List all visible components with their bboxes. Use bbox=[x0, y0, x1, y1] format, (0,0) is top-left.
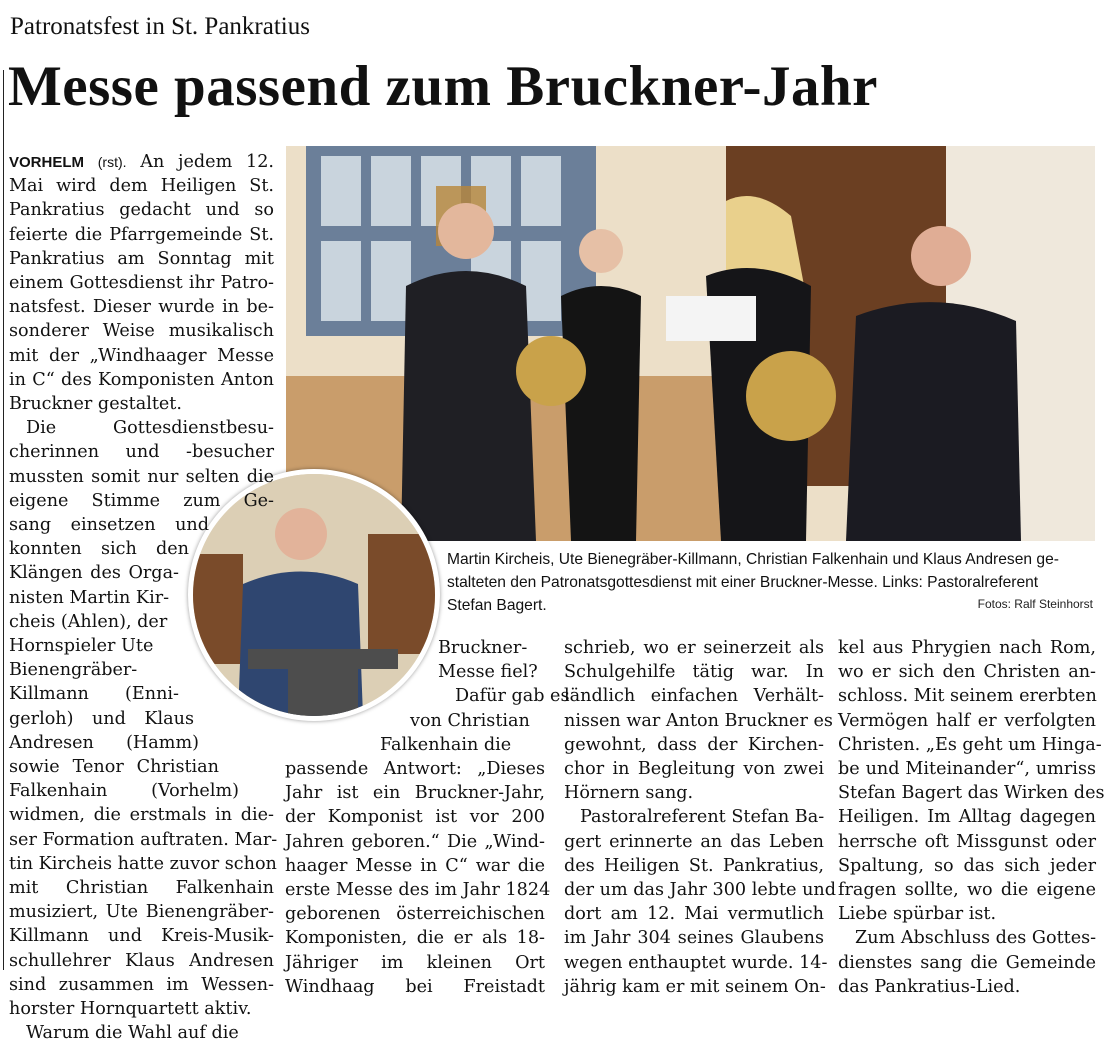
col1-line-1: Mai wird dem Heiligen St. bbox=[9, 176, 274, 197]
col3-line-12: im Jahr 304 seines Glaubens bbox=[564, 928, 824, 949]
col1-line-6: natsfest. Dieser wurde in be- bbox=[9, 297, 274, 318]
col1-line-13: mussten somit nur selten die bbox=[9, 466, 274, 487]
col1-line-15: sang einsetzen und bbox=[9, 515, 209, 535]
col2-line-4: Falkenhain die bbox=[380, 734, 512, 755]
col1-line-34: sind zusammen im Wessen- bbox=[9, 974, 274, 995]
col1-line-10: Bruckner gestaltet. bbox=[9, 394, 182, 414]
caption-line-0: Martin Kircheis, Ute Bienegräber-Killmann, Christian Falkenhain und Klaus Andresen ge- bbox=[447, 551, 1059, 568]
col3-line-3: nissen war Anton Bruckner es bbox=[564, 710, 833, 731]
col1-line-16: konnten sich den bbox=[9, 539, 189, 560]
col1-line-21: Bienengräber- bbox=[9, 660, 138, 681]
col1-line-29: tin Kircheis hatte zuvor schon bbox=[9, 853, 277, 874]
col3-line-14: jährig kam er mit seinem On- bbox=[564, 976, 826, 997]
col1-line-22: Killmann (Enni- bbox=[9, 684, 179, 705]
group-photo-image bbox=[286, 146, 1095, 541]
col1-line-20: Hornspieler Ute bbox=[9, 636, 154, 656]
col2-line-13: Jähriger im kleinen Ort bbox=[285, 952, 545, 973]
col1-line-30: mit Christian Falkenhain bbox=[9, 878, 274, 898]
col1-line-27: widmen, die erstmals in die- bbox=[9, 805, 274, 826]
col4-line-1: wo er sich den Christen an- bbox=[838, 662, 1096, 683]
col1-line-7: sonderer Weise musikalisch bbox=[9, 321, 274, 342]
col2-line-9: haager Messe in C“ war die bbox=[285, 855, 545, 876]
col4-line-12: Zum Abschluss des Gottes- bbox=[855, 928, 1097, 949]
col1-line-9: in C“ des Komponisten Anton bbox=[9, 369, 274, 390]
col2-line-0: Bruckner- bbox=[438, 638, 528, 658]
col4-line-3: Vermögen half er verfolgten bbox=[838, 710, 1096, 731]
col1-line-35: horster Hornquartett aktiv. bbox=[9, 999, 252, 1019]
col1-line-31: musiziert, Ute Bienengräber- bbox=[9, 902, 274, 923]
col4-line-11: Liebe spürbar ist. bbox=[838, 904, 997, 925]
col1-line-18: nisten Martin Kir- bbox=[9, 587, 170, 608]
headline: Messe passend zum Bruckner-Jahr bbox=[8, 55, 878, 118]
col1-line-4: Pankratius am Sonntag mit bbox=[9, 248, 274, 269]
col2-line-3: von Christian bbox=[410, 710, 530, 731]
col4-line-0: kel aus Phrygien nach Rom, bbox=[838, 638, 1096, 658]
source-tag: (rst). bbox=[97, 154, 127, 170]
col3-line-5: chor in Begleitung von zwei bbox=[564, 759, 824, 779]
col1-line-8: mit der „Windhaager Messe bbox=[9, 345, 274, 366]
col3-line-13: wegen enthauptet wurde. 14- bbox=[564, 952, 828, 973]
col1-line-0 bbox=[9, 150, 274, 175]
col2-line-1: Messe fiel? bbox=[438, 662, 538, 683]
col3-line-10: der um das Jahr 300 lebte und bbox=[564, 880, 837, 900]
col4-line-2: schloss. Mit seinem ererbten bbox=[838, 686, 1097, 707]
col4-line-7: Heiligen. Im Alltag dagegen bbox=[838, 807, 1096, 828]
col1-line-5: einem Gottesdienst ihr Patro- bbox=[9, 273, 274, 293]
col2-line-10: erste Messe des im Jahr 1824 bbox=[285, 880, 551, 900]
col4-line-14: das Pankratius-Lied. bbox=[838, 976, 1021, 997]
col2-line-14: Windhaag bei Freistadt bbox=[285, 976, 545, 997]
col3-line-7: Pastoralreferent Stefan Ba- bbox=[580, 807, 825, 828]
col2-line-8: Jahren geboren.“ Die „Wind- bbox=[285, 831, 545, 852]
col3-line-0: schrieb, wo er seinerzeit als bbox=[564, 638, 824, 658]
col3-line-11: dort am 12. Mai vermutlich bbox=[564, 904, 824, 925]
col3-line-2: ländlich einfachen Verhält- bbox=[564, 686, 824, 707]
col3-line-9: des Heiligen St. Pankratius, bbox=[564, 855, 824, 876]
col1-line-11: Die Gottesdienstbesu- bbox=[26, 418, 274, 439]
dateline: VORHELM bbox=[9, 154, 84, 171]
col1-line-26: Falkenhain (Vorhelm) bbox=[9, 781, 239, 802]
col1-line-25: sowie Tenor Christian bbox=[9, 757, 219, 777]
photo-credit: Fotos: Ralf Steinhorst bbox=[977, 597, 1093, 611]
col4-line-13: dienstes sang die Gemeinde bbox=[838, 952, 1096, 973]
col4-line-10: fragen sollte, wo die eigene bbox=[838, 880, 1096, 900]
col1-line-2: Pankratius gedacht und so bbox=[9, 200, 274, 221]
col2-line-2: Dafür gab es bbox=[455, 686, 570, 707]
col1-line-17: Klängen des Orga- bbox=[9, 563, 179, 584]
col1-line-23: gerloh) und Klaus bbox=[9, 708, 194, 729]
col2-line-12: Komponisten, die er als 18- bbox=[285, 928, 545, 949]
group-photo bbox=[286, 146, 1095, 541]
col1-line-14: eigene Stimme zum Ge- bbox=[9, 490, 274, 511]
col1-line-33: schullehrer Klaus Andresen bbox=[9, 950, 274, 971]
col4-line-4: Christen. „Es geht um Hinga- bbox=[838, 734, 1102, 755]
col2-line-6: Jahr ist ein Bruckner-Jahr, bbox=[285, 783, 545, 804]
col1-line-36: Warum die Wahl auf die bbox=[26, 1023, 239, 1044]
col2-line-5: passende Antwort: „Dieses bbox=[285, 759, 545, 779]
col2-line-11: geborenen österreichischen bbox=[285, 904, 545, 925]
col1-line-24: Andresen (Hamm) bbox=[9, 732, 199, 753]
col4-line-9: Spaltung, so das sich jeder bbox=[838, 855, 1096, 876]
kicker: Patronatsfest in St. Pankratius bbox=[10, 13, 310, 40]
col1-line-32: Killmann und Kreis-Musik- bbox=[9, 926, 274, 947]
col2-line-7: der Komponist ist vor 200 bbox=[285, 807, 545, 828]
col4-line-6: Stefan Bagert das Wirken des bbox=[838, 783, 1105, 804]
col1-line-19: cheis (Ahlen), der bbox=[9, 611, 168, 632]
col1-line-28: ser Formation auftraten. Mar- bbox=[9, 829, 278, 850]
caption-line-2: Stefan Bagert. bbox=[447, 597, 547, 614]
column-rule bbox=[3, 70, 4, 970]
col3-line-4: gewohnt, dass der Kirchen- bbox=[564, 734, 824, 755]
caption-line-1: stalteten den Patronatsgottesdienst mit einer Bruckner-Messe. Links: Pastoralreferent bbox=[447, 574, 1039, 591]
col4-line-5: be und Miteinander“, umriss bbox=[838, 759, 1096, 779]
col1-line-3: feierte die Pfarrgemeinde St. bbox=[9, 224, 274, 245]
col1-line-12: cherinnen und -besucher bbox=[9, 442, 274, 463]
col3-line-8: gert erinnerte an das Leben bbox=[564, 831, 824, 852]
col3-line-6: Hörnern sang. bbox=[564, 783, 694, 804]
col4-line-8: herrsche oft Missgunst oder bbox=[838, 831, 1096, 852]
col1-text-0: An jedem 12. bbox=[140, 152, 274, 172]
col3-line-1: Schulgehilfe tätig war. In bbox=[564, 662, 824, 683]
